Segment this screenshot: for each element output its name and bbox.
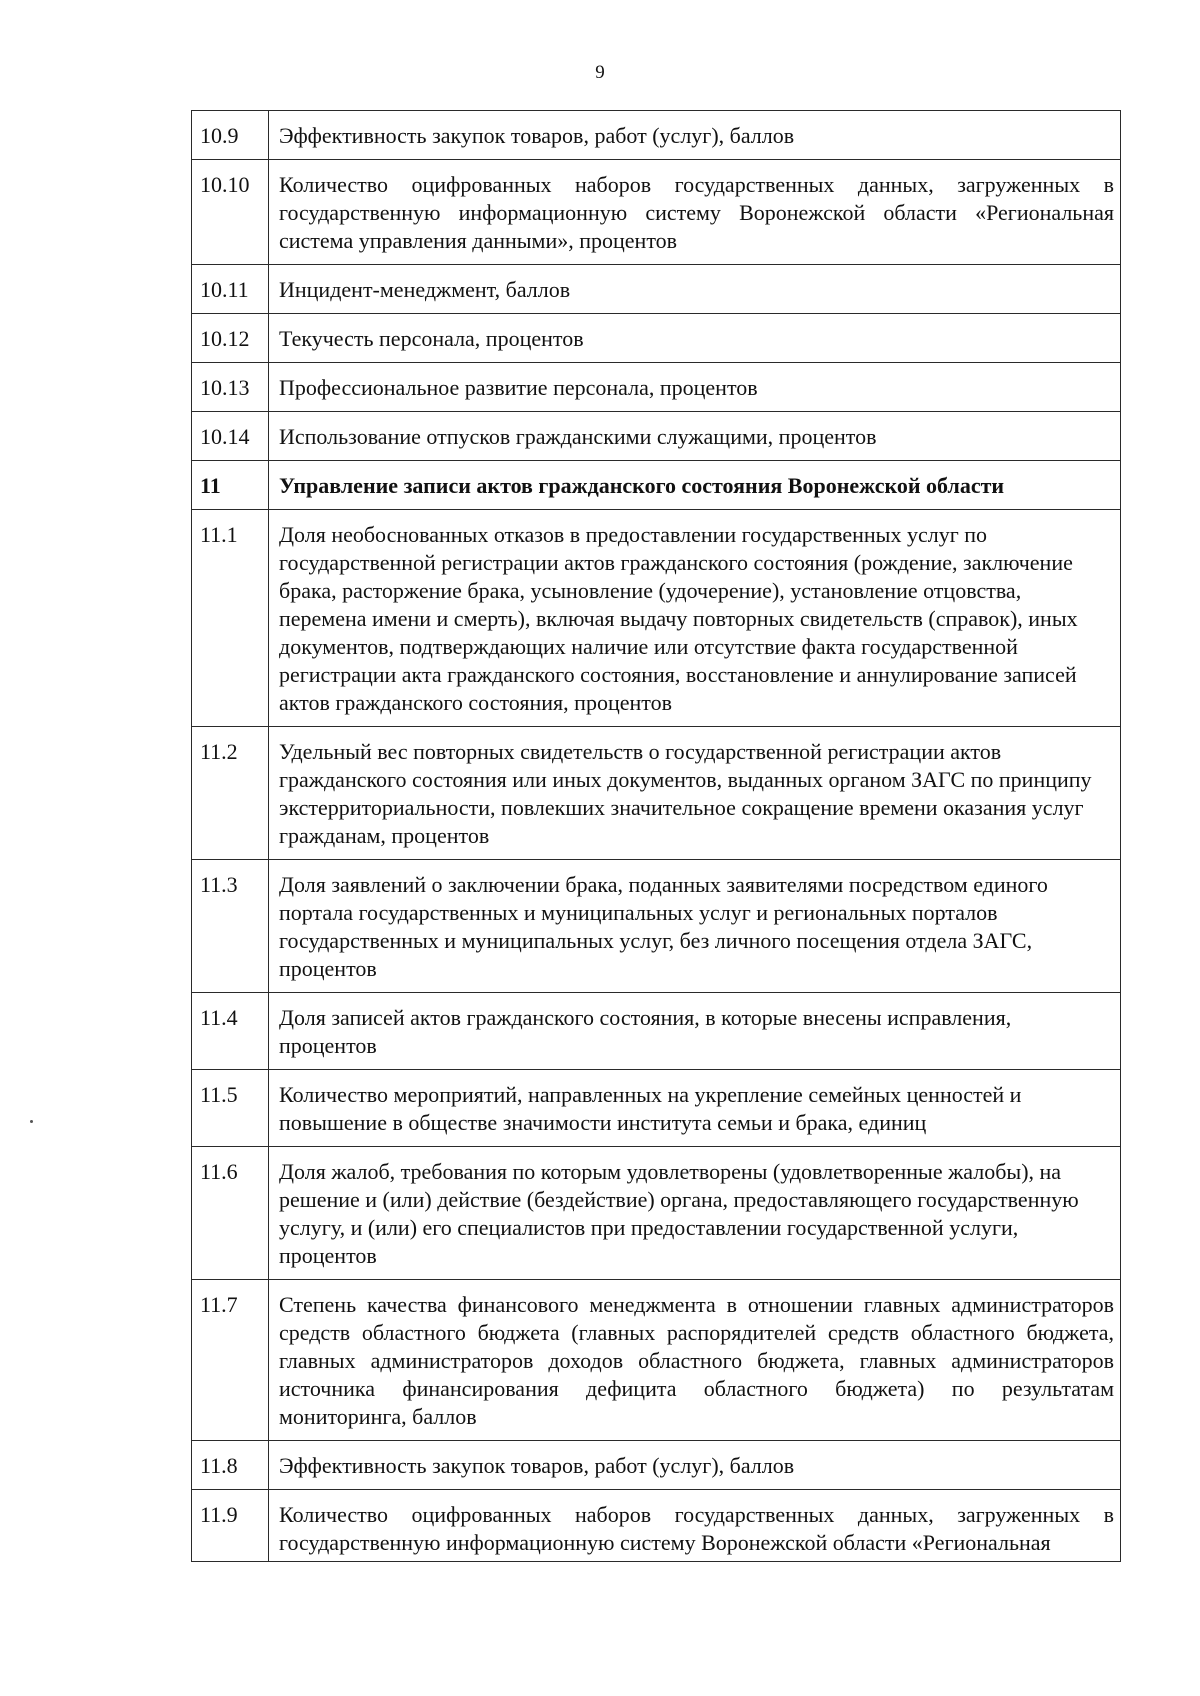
table-row [192,160,1121,265]
indicator-text: Инцидент-менеджмент, баллов [269,265,1121,314]
table-row [192,993,1121,1070]
indicator-text: Эффективность закупок товаров, работ (услуг), баллов [269,1441,1121,1490]
indicator-text: Удельный вес повторных свидетельств о государственной регистрации актов гражданского состояния или иных документов, выданных органом ЗАГС по принципу экстерриториальности, повлекших значительное сокращение времени оказания услуг гражданам, процентов [269,727,1121,860]
indicator-text: Доля необоснованных отказов в предоставлении государственных услуг по государственной регистрации актов гражданского состояния (рождение, заключение брака, расторжение брака, усыновление (удочерение), установление отцовства, перемена имени и смерть), включая выдачу повторных свидетельств (справок), иных документов, подтверждающих наличие или отсутствие факта государственной регистрации акта гражданского состояния, восстановление и аннулирование записей актов гражданского состояния, процентов [269,510,1121,727]
scan-speck [30,1120,33,1123]
table-row [192,461,1121,510]
table-row [192,363,1121,412]
page-number: 9 [595,62,605,83]
indicator-text: Доля заявлений о заключении брака, поданных заявителями посредством единого портала государственных и муниципальных услуг и региональных порталов государственных и муниципальных услуг, без личного посещения отдела ЗАГС, процентов [269,860,1121,993]
indicator-text: Количество мероприятий, направленных на укрепление семейных ценностей и повышение в обществе значимости института семьи и брака, единиц [269,1070,1121,1147]
row-number: 11.5 [192,1070,269,1147]
row-number: 11.2 [192,727,269,860]
indicator-text: Текучесть персонала, процентов [269,314,1121,363]
row-number: 10.12 [192,314,269,363]
table-row [192,727,1121,860]
indicator-text: Степень качества финансового менеджмента в отношении главных администраторов средств областного бюджета (главных распорядителей средств областного бюджета, главных администраторов доходов областного бюджета, главных администраторов источника финансирования дефицита областного бюджета) по результатам мониторинга, баллов [269,1280,1121,1441]
row-number: 10.9 [192,111,269,160]
indicator-text: Количество оцифрованных наборов государственных данных, загруженных в государственную информационную систему Воронежской области «Региональная система управления данными», процентов [269,160,1121,265]
row-number: 11.7 [192,1280,269,1441]
row-number: 11.6 [192,1147,269,1280]
table-row [192,1280,1121,1441]
row-number: 10.13 [192,363,269,412]
table-row [192,1490,1121,1562]
row-number: 11.4 [192,993,269,1070]
table-row [192,412,1121,461]
indicator-text: Эффективность закупок товаров, работ (услуг), баллов [269,111,1121,160]
row-number: 10.14 [192,412,269,461]
table-row [192,111,1121,160]
indicator-table-body [192,111,1121,1562]
indicator-table-container [191,110,1121,1562]
row-number: 11.1 [192,510,269,727]
indicator-table [191,110,1121,1562]
indicator-text: Профессиональное развитие персонала, процентов [269,363,1121,412]
indicator-text: Количество оцифрованных наборов государственных данных, загруженных в государственную информационную систему Воронежской области «Региональная [269,1490,1121,1562]
indicator-text: Использование отпусков гражданскими служащими, процентов [269,412,1121,461]
row-number: 11.3 [192,860,269,993]
table-row [192,510,1121,727]
indicator-text: Управление записи актов гражданского состояния Воронежской области [269,461,1121,510]
row-number: 11 [192,461,269,510]
table-row [192,1147,1121,1280]
row-number: 11.8 [192,1441,269,1490]
table-row [192,314,1121,363]
indicator-text: Доля записей актов гражданского состояния, в которые внесены исправления, процентов [269,993,1121,1070]
table-row [192,1070,1121,1147]
row-number: 10.11 [192,265,269,314]
row-number: 10.10 [192,160,269,265]
table-row [192,265,1121,314]
table-row [192,860,1121,993]
row-number: 11.9 [192,1490,269,1562]
table-row [192,1441,1121,1490]
indicator-text: Доля жалоб, требования по которым удовлетворены (удовлетворенные жалобы), на решение и (или) действие (бездействие) органа, предоставляющего государственную услугу, и (или) его специалистов при предоставлении государственной услуги, процентов [269,1147,1121,1280]
